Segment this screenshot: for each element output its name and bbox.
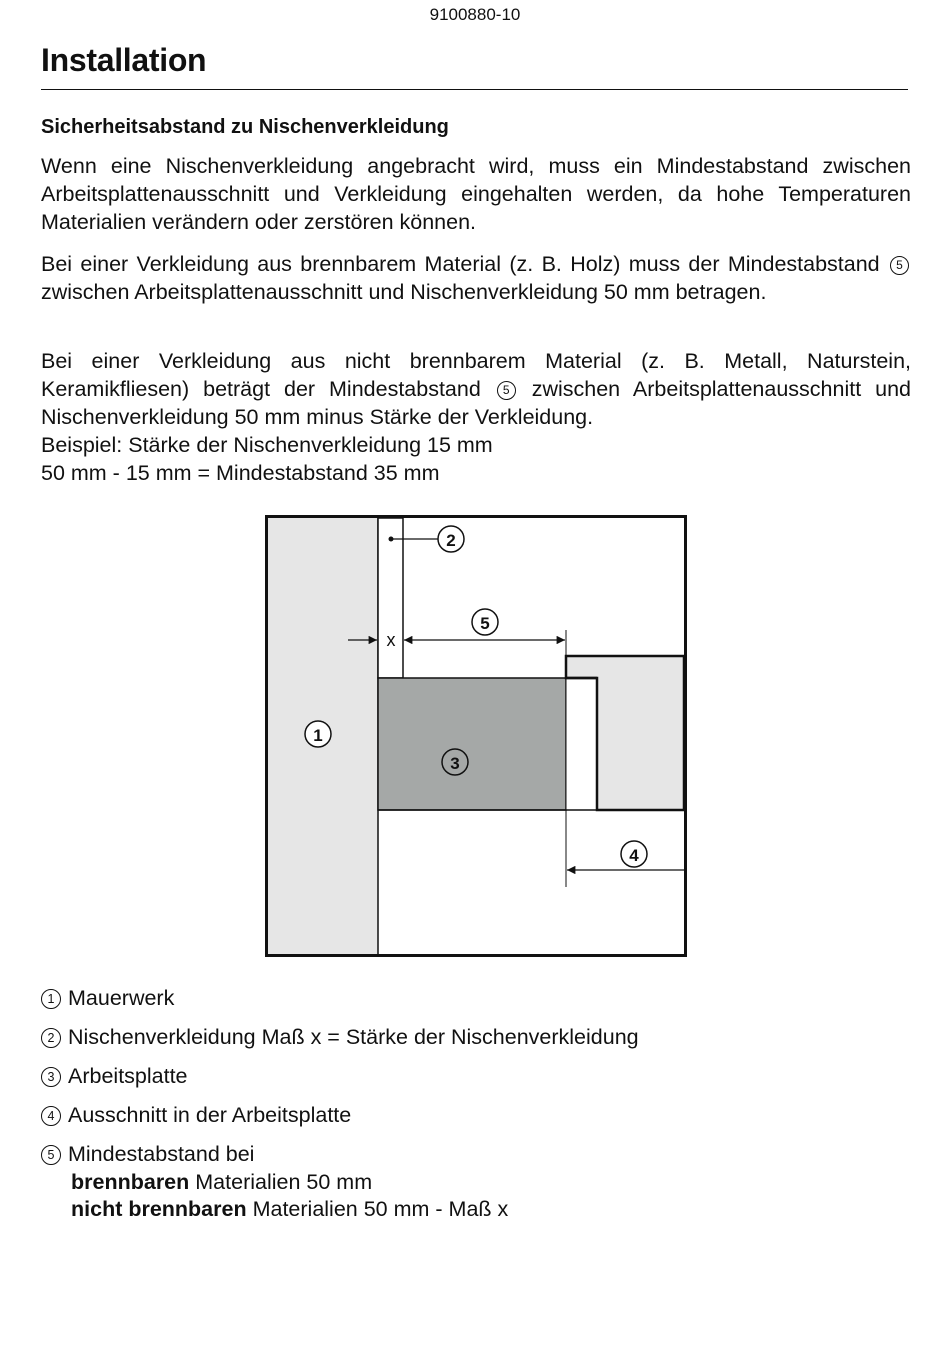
section-heading: Sicherheitsabstand zu Nischenverkleidung: [41, 116, 449, 138]
paragraph-2-text-b: zwischen Arbeitsplattenausschnitt und Nischenverkleidung 50 mm betragen.: [41, 280, 767, 304]
example-line-2: 50 mm - 15 mm = Mindestabstand 35 mm: [41, 461, 440, 485]
worktop-section: [378, 678, 566, 810]
legend-marker-5-icon: 5: [41, 1145, 61, 1165]
marker-5-icon: 5: [890, 256, 909, 275]
legend-text-5: Mindestabstand bei: [68, 1142, 255, 1166]
legend-detail-1-bold: brennbaren: [71, 1170, 190, 1194]
legend-text-2: Nischenverkleidung Maß x = Stärke der Nischenverkleidung: [68, 1025, 639, 1049]
legend-detail-2-text: Materialien 50 mm - Maß x: [252, 1197, 509, 1221]
paragraph-1: Wenn eine Nischenverkleidung angebracht wird, muss ein Mindestabstand zwischen Arbeitsplattenausschnitt und Verkleidung eingehalten werden, da hohe Temperaturen Materialien verändern oder zerstören können.: [41, 154, 911, 234]
legend-text-3: Arbeitsplatte: [68, 1064, 188, 1088]
legend-marker-1-icon: 1: [41, 989, 61, 1009]
paragraph-2-text-a: Bei einer Verkleidung aus brennbarem Material (z. B. Holz) muss der Mindestabstand: [41, 252, 880, 276]
legend-item-3: [41, 1062, 188, 1090]
legend-text-1: Mauerwerk: [68, 986, 175, 1010]
legend-item-2: [41, 1023, 639, 1051]
legend-detail-2: [71, 1195, 508, 1223]
legend-detail-1: [71, 1168, 372, 1196]
legend-marker-4-icon: 4: [41, 1106, 61, 1126]
legend-marker-3-icon: 3: [41, 1067, 61, 1087]
legend-item-5: [41, 1140, 254, 1168]
callout-1-label: 1: [313, 726, 323, 745]
document-number: 9100880-10: [429, 5, 521, 24]
legend-item-1: [41, 984, 174, 1012]
marker-5-icon: 5: [497, 381, 516, 400]
page-title: Installation: [41, 42, 207, 78]
callout-3-label: 3: [450, 754, 460, 773]
example-line-1: Beispiel: Stärke der Nischenverkleidung 15 mm: [41, 433, 493, 457]
legend-text-4: Ausschnitt in der Arbeitsplatte: [68, 1103, 352, 1127]
worktop-cutout: [566, 678, 597, 810]
legend-item-4: [41, 1101, 351, 1129]
paragraph-3-text-a: Bei einer Verkleidung aus nicht brennbarem Material (z. B. Metall, Naturstein, Keramikfliesen) beträgt der Mindestabstand: [41, 349, 911, 401]
legend-detail-1-text: Materialien 50 mm: [195, 1170, 373, 1194]
callout-2-label: 2: [446, 531, 456, 550]
callout-4-label: 4: [629, 846, 639, 865]
legend-marker-2-icon: 2: [41, 1028, 61, 1048]
niche-cladding: [378, 518, 403, 678]
legend-detail-2-bold: nicht brennbaren: [71, 1197, 247, 1221]
dimension-x-label: x: [386, 630, 396, 650]
paragraph-3-text-b: zwischen Arbeitsplattenausschnitt und Nischenverkleidung 50 mm minus Stärke der Verkleidung.: [41, 377, 911, 429]
callout-5-label: 5: [480, 614, 490, 633]
